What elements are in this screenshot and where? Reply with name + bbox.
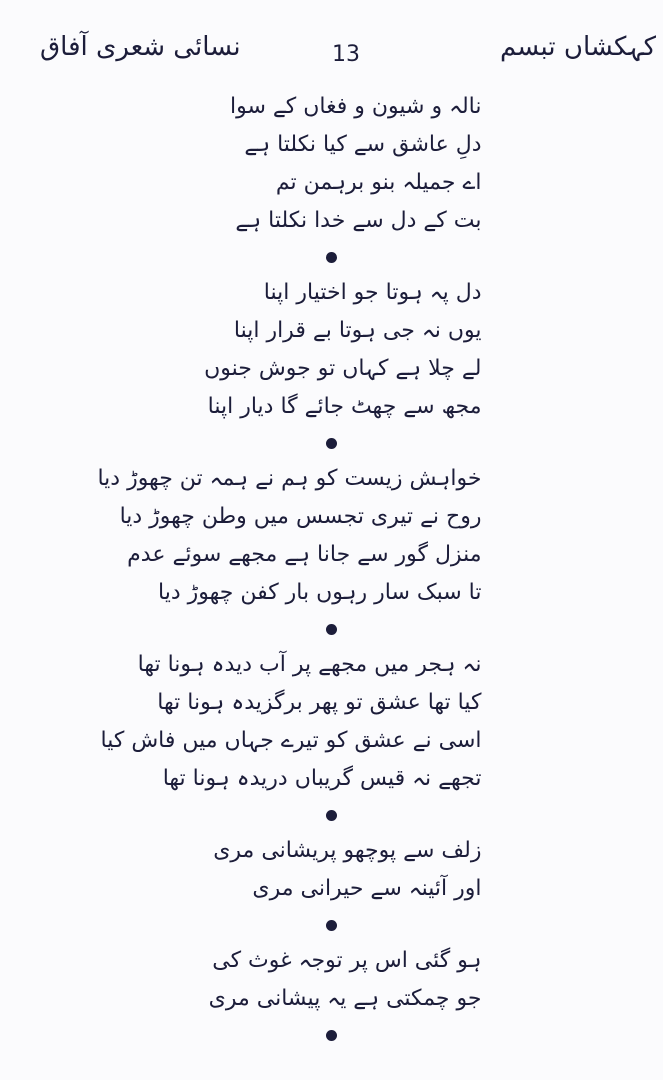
verse-line: دل پہ ہوتا جو اختیار اپنا (263, 280, 482, 305)
verse-line: تا سبک سار رہوں بار کفن چھوڑ دیا (158, 580, 482, 605)
stanza-separator-dot (326, 1030, 337, 1041)
stanza-separator-dot (326, 438, 337, 449)
stanza-separator-dot (326, 252, 337, 263)
verse-line: کیا تھا عشق تو پھر برگزیدہ ہونا تھا (157, 690, 482, 715)
verse-line: دلِ عاشق سے کیا نکلتا ہے (244, 132, 482, 157)
stanza-5 (0, 832, 663, 908)
stanza-2 (0, 274, 663, 426)
verse-line: روح نے تیری تجسس میں وطن چھوڑ دیا (119, 504, 482, 529)
verse-line: یوں نہ جی ہوتا بے قرار اپنا (233, 318, 482, 343)
verse-line: اسی نے عشق کو تیرے جہاں میں فاش کیا (100, 728, 482, 753)
book-title: نسائی شعری آفاق (40, 32, 241, 62)
page-header (0, 0, 663, 90)
stanza-separator-dot (326, 624, 337, 635)
stanza-3 (0, 460, 663, 612)
verse-line: ہو گئی اس پر توجہ غوث کی (212, 948, 482, 973)
verse-line: خواہش زیست کو ہم نے ہمہ تن چھوڑ دیا (97, 466, 482, 491)
stanza-6 (0, 942, 663, 1018)
verse-line: منزل گور سے جانا ہے مجھے سوئے عدم (127, 542, 482, 567)
author-name: کہکشاں تبسم (500, 32, 657, 62)
verse-line: لے چلا ہے کہاں تو جوش جنوں (204, 356, 482, 381)
verse-line: تجھے نہ قیس گریباں دریدہ ہونا تھا (162, 766, 482, 791)
poem-body (0, 88, 663, 1052)
verse-line: مجھ سے چھٹ جائے گا دیار اپنا (207, 394, 482, 419)
stanza-separator-dot (326, 810, 337, 821)
stanza-4 (0, 646, 663, 798)
stanza-separator-dot (326, 920, 337, 931)
stanza-1 (0, 88, 663, 240)
verse-line: نالہ و شیون و فغاں کے سوا (230, 94, 482, 119)
verse-line: نہ ہجر میں مجھے پر آب دیدہ ہونا تھا (137, 652, 482, 677)
verse-line: اور آئینہ سے حیرانی مری (252, 876, 482, 901)
verse-line: زلف سے پوچھو پریشانی مری (213, 838, 482, 863)
page-number: 13 (332, 42, 360, 67)
verse-line: اے جمیلہ بنو برہمن تم (275, 170, 482, 195)
verse-line: بت کے دل سے خدا نکلتا ہے (235, 208, 482, 233)
verse-line: جو چمکتی ہے یہ پیشانی مری (208, 986, 482, 1011)
